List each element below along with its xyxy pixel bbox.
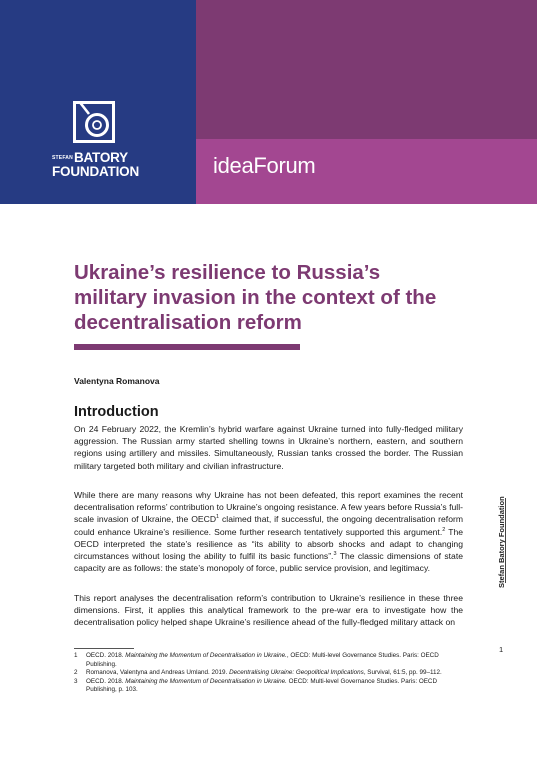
title-underline	[74, 344, 300, 350]
body-paragraph-1: On 24 February 2022, the Kremlin’s hybrid warfare against Ukraine turned into fully-fledged military aggression. The Russian army started shelling towns in Ukraine’s northern, eastern, and southern regions using artillery and missiles. Simultaneously, Russian tanks crossed the border. The Russian military targeted both military and civilian infrastructure.	[74, 424, 463, 471]
footnote-work-title: Decentralising Ukraine: Geopolitical Implications	[229, 669, 364, 677]
logo-panel	[0, 0, 196, 204]
paragraph-2-text: The classic dimensions of state capacity are as follows: the state’s monopoly of force, public service provision, and legitimacy.	[74, 551, 463, 574]
logo-line-2: FOUNDATION	[52, 164, 139, 179]
page-number: 1	[499, 645, 504, 654]
author-name: Valentyna Romanova	[74, 376, 160, 386]
logo-small-text: STEFAN	[52, 155, 73, 161]
footnote-ref-2[interactable]: 2	[442, 526, 446, 533]
sidebar-organization: Stefan Batory Foundation	[497, 496, 506, 588]
body-paragraph-2	[74, 489, 463, 574]
footnote-2	[74, 669, 454, 678]
footnote-text: OECD. 2018.	[86, 677, 126, 685]
footnote-number: 2	[74, 669, 78, 677]
batory-logo-icon	[73, 101, 115, 143]
footnote-text: , Survival, 61:5, pp. 99–112.	[363, 669, 442, 677]
paragraph-2-text: claimed that, if successful, the ongoing decentralisation reform could enhance Ukraine’s resilience. Some further research tentatively supported this argument.	[74, 514, 463, 537]
paragraph-2-text: While there are many reasons why Ukraine has not been defeated, this report examines the recent decentralisation reforms’ contribution to Ukraine’s ongoing resistance. A few years before Russia’s full-scale invasion of Ukraine, the OECD	[74, 490, 463, 525]
header-banner	[0, 0, 537, 204]
footnote-3	[74, 678, 454, 695]
footnote-number: 3	[74, 677, 78, 685]
footnote-text: OECD. 2018.	[86, 652, 126, 659]
footnote-work-title: Maintaining the Momentum of Decentralisation in Ukraine.	[125, 652, 287, 659]
footnote-divider	[74, 648, 134, 649]
footnote-text: Romanova, Valentyna and Andreas Umland. 2019.	[86, 669, 230, 677]
sidebar-rule	[505, 498, 506, 583]
paragraph-2-text: The OECD interpreted the state’s resilience as “its ability to absorb shocks and adapt to changing circumstances without losing the ability to fulfil its basic functions”.	[74, 526, 463, 562]
footnote-text: , OECD: Multi-level Governance Studies. Paris: OECD Publishing.	[86, 652, 439, 668]
section-heading: Introduction	[74, 404, 159, 420]
footnote-ref-3[interactable]: 3	[333, 551, 337, 558]
document-title: Ukraine’s resilience to Russia’s military invasion in the context of the decentralisation reform	[74, 261, 437, 334]
logo-line-1: BATORY	[73, 150, 128, 165]
footnote-number: 1	[74, 652, 78, 659]
footnote-1	[74, 652, 454, 669]
footnotes	[74, 652, 454, 695]
body-paragraph-3: This report analyses the decentralisation reform’s contribution to Ukraine’s resilience in these three dimensions. First, it applies this analytical framework to the pre-war era to investigate how the decentralisation policy helped shape Ukraine’s resilience ahead of the fully-fledged military attack on	[74, 593, 463, 628]
forum-title: ideaForum	[213, 153, 316, 178]
footnote-text: OECD: Multi-level Governance Studies. Paris: OECD Publishing, p. 103.	[86, 677, 438, 694]
footnote-ref-1[interactable]: 1	[216, 514, 220, 521]
footnote-work-title: Maintaining the Momentum of Decentralisation in Ukraine.	[125, 677, 287, 685]
logo-wordmark	[52, 151, 139, 178]
